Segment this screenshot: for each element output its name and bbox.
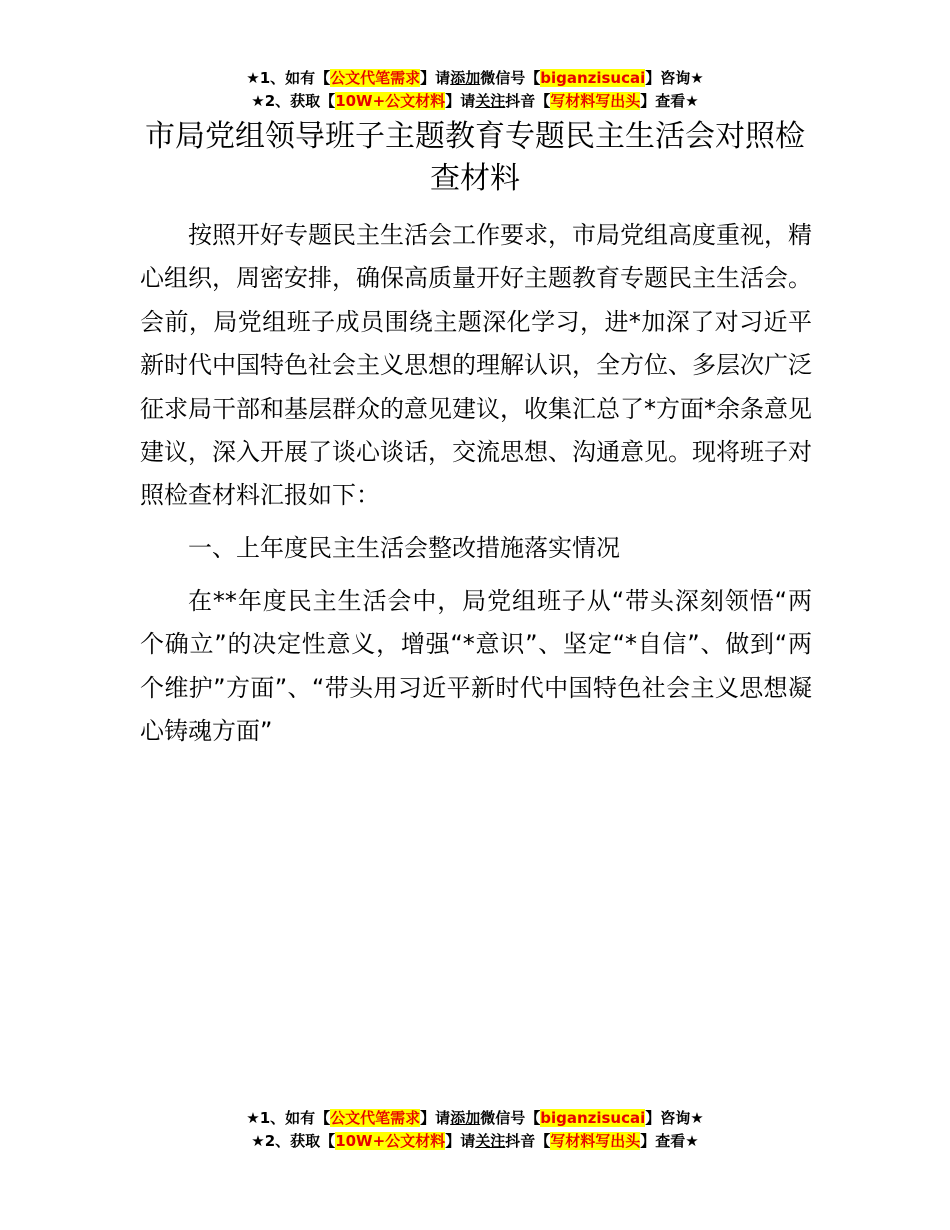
banner-text: 】查看★: [640, 1132, 699, 1150]
highlight-materials: 10W+公文材料: [335, 92, 446, 110]
header-banner: [0, 67, 950, 113]
highlight-wechat-id: biganzisucai: [540, 1109, 646, 1127]
banner-text: 】请: [445, 1132, 476, 1150]
banner-text: 】咨询★: [645, 69, 704, 87]
banner-line-2: [0, 90, 950, 113]
banner-text: 】查看★: [640, 92, 699, 110]
highlight-wechat-id: biganzisucai: [540, 69, 646, 87]
banner-underlined-text: 关注: [475, 92, 506, 110]
highlight-materials: 10W+公文材料: [335, 1132, 446, 1150]
banner-line-2: [0, 1130, 950, 1153]
banner-text: 】请: [420, 1109, 451, 1127]
banner-text: ★2、获取【: [251, 1132, 336, 1150]
intro-paragraph: 按照开好专题民主生活会工作要求，市局党组高度重视，精心组织，周密安排，确保高质量开好主题教育专题民主生活会。会前，局党组班子成员围绕主题深化学习，进*加深了对习近平新时代中国特色社会主义思想的理解认识，全方位、多层次广泛征求局干部和基层群众的意见建议，收集汇总了*方面*余条意见建议，深入开展了谈心谈话，交流思想、沟通意见。现将班子对照检查材料汇报如下：: [140, 221, 812, 510]
banner-underlined-text: 添加: [450, 1109, 481, 1127]
banner-text: ★1、如有【: [246, 69, 331, 87]
banner-text: 】请: [445, 92, 476, 110]
highlight-service: 公文代笔需求: [330, 1109, 421, 1127]
banner-text: 微信号【: [480, 69, 541, 87]
banner-underlined-text: 添加: [450, 69, 481, 87]
document-title: 市局党组领导班子主题教育专题民主生活会对照检查材料: [145, 119, 805, 196]
highlight-douyin-id: 写材料写出头: [550, 1132, 641, 1150]
banner-text: 抖音【: [505, 1132, 551, 1150]
banner-text: 微信号【: [480, 1109, 541, 1127]
highlight-douyin-id: 写材料写出头: [550, 92, 641, 110]
banner-line-1: [0, 67, 950, 90]
banner-text: ★2、获取【: [251, 92, 336, 110]
banner-text: 】请: [420, 69, 451, 87]
banner-text: ★1、如有【: [246, 1109, 331, 1127]
footer-banner: [0, 1107, 950, 1153]
banner-text: 】咨询★: [645, 1109, 704, 1127]
section-1-paragraph: 在**年度民主生活会中，局党组班子从“带头深刻领悟“两个确立”的决定性意义，增强“*意识”、坚定“*自信”、做到“两个维护”方面”、“带头用习近平新时代中国特色社会主义思想凝心铸魂方面”: [140, 587, 812, 746]
banner-line-1: [0, 1107, 950, 1130]
banner-underlined-text: 关注: [475, 1132, 506, 1150]
banner-text: 抖音【: [505, 92, 551, 110]
highlight-service: 公文代笔需求: [330, 69, 421, 87]
section-heading-1: 一、上年度民主生活会整改措施落实情况: [188, 534, 620, 562]
